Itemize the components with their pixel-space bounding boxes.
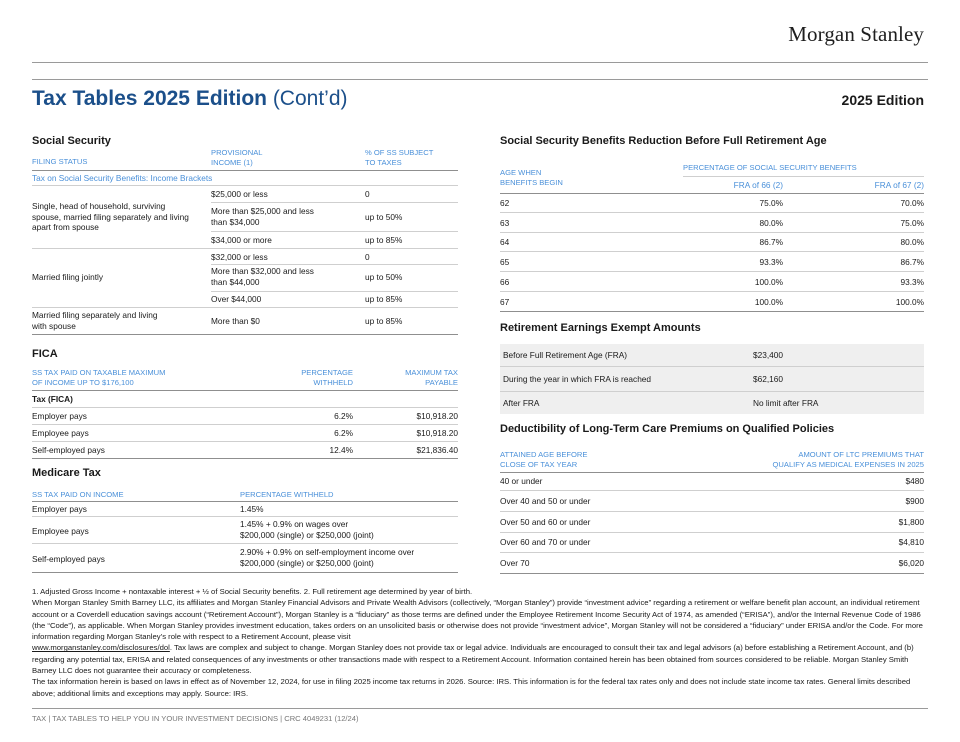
medicare-row-label: Employee pays [32, 526, 89, 536]
ssr-fra66: 100.0% [754, 277, 783, 287]
tax-info-paragraph: The tax information herein is based on laws in effect as of November 12, 2024, for use in filing 2025 income tax returns in 2026. Source: IRS. This information is for the federal tax rates only and does not include state income tax rates. General limits described above; additional limits and exceptions may apply. Source: IRS. [32, 677, 911, 698]
ltc-age: 40 or under [500, 476, 543, 486]
disclosure-link[interactable]: www.morganstanley.com/disclosures/dol [32, 643, 170, 653]
medicare-row-value: 1.45% [240, 504, 264, 514]
ss-income: $32,000 or less [211, 252, 268, 262]
ltc-age: Over 40 and 50 or under [500, 496, 591, 506]
divider [32, 708, 928, 709]
col-fra66: FRA of 66 (2) [733, 180, 783, 190]
fica-row-label: Employee pays [32, 428, 89, 438]
ltc-col1: ATTAINED AGE BEFORE CLOSE OF TAX YEAR [500, 450, 588, 469]
medicare-heading: Medicare Tax [32, 467, 101, 479]
page-title: Tax Tables 2025 Edition (Cont’d) [32, 87, 348, 110]
ss-pct: up to 50% [365, 272, 403, 282]
fica-row-pct: 12.4% [329, 445, 353, 455]
fica-subheading: Tax (FICA) [32, 394, 73, 404]
ss-pct: 0 [365, 252, 370, 262]
ss-income: $25,000 or less [211, 189, 268, 199]
ss-pct: up to 85% [365, 316, 403, 326]
ltc-amount: $6,020 [898, 558, 924, 568]
ss-pct: 0 [365, 189, 370, 199]
divider [32, 79, 928, 80]
exempt-value: $23,400 [753, 350, 783, 360]
ssr-age: 64 [500, 237, 510, 247]
col-provisional-income: PROVISIONAL INCOME (1) [211, 148, 263, 167]
ssr-fra66: 100.0% [754, 297, 783, 307]
ltc-amount: $4,810 [898, 537, 924, 547]
exempt-value: No limit after FRA [753, 398, 819, 408]
ss-pct: up to 85% [365, 294, 403, 304]
ssr-fra67: 93.3% [900, 277, 924, 287]
ltc-amount: $1,800 [898, 517, 924, 527]
ssr-age: 63 [500, 218, 510, 228]
footnotes [32, 586, 928, 699]
col-age-when: AGE WHEN BENEFITS BEGIN [500, 168, 563, 187]
disclosure-paragraph: When Morgan Stanley Smith Barney LLC, its affiliates and Morgan Stanley Financial Advisors and Private Wealth Advisors (collectively, “Morgan Stanley”) provide “investment advice” regarding a retirement or welfare benefit plan account, an individual retirement account or a Coverdell education savings account (“Retirement Account”), Morgan Stanley is a “fiduciary” as those terms are defined under the Employee Retirement Income Security Act of 1974, as amended (“ERISA”), and/or the Internal Revenue Code of 1986 (the “Code”), as applicable. When Morgan Stanley provides investment education, takes orders on an unsolicited basis or otherwise does not provide “investment advice”, Morgan Stanley will not be considered a “fiduciary” under ERISA and/or the Code. For more information regarding Morgan Stanley’s role with respect to a Retirement Account, please visit www.morganstanley.com/disclosures/dol. Tax laws are complex and subject to change. Morgan Stanley does not provide tax or legal advice. Individuals are encouraged to consult their tax and legal advisors (a) before establishing a Retirement Account, and (b) regarding any potential tax, ERISA and related consequences of any investments or other transactions made with respect to a Retirement Account. Information contained herein has been obtained from sources considered to be reliable. Morgan Stanley Smith Barney LLC does not guarantee their accuracy or completeness. [32, 598, 923, 676]
ssr-age: 65 [500, 257, 510, 267]
ss-income: More than $25,000 and less than $34,000 [211, 206, 314, 227]
exempt-label: During the year in which FRA is reached [503, 374, 652, 384]
fica-heading: FICA [32, 348, 58, 360]
ltc-amount: $900 [905, 496, 924, 506]
ltc-heading: Deductibility of Long-Term Care Premiums on Qualified Policies [500, 423, 835, 435]
ssr-age: 62 [500, 198, 510, 208]
col-pct-ss: % OF SS SUBJECT TO TAXES [365, 148, 434, 167]
ssr-age: 66 [500, 277, 510, 287]
ss-income: $34,000 or more [211, 235, 272, 245]
fica-col3: MAXIMUM TAX PAYABLE [405, 368, 458, 387]
fica-row-label: Employer pays [32, 411, 87, 421]
ss-status: Married filing separately and living with spouse [32, 310, 158, 331]
fica-row-pct: 6.2% [334, 428, 353, 438]
ssr-fra67: 80.0% [900, 237, 924, 247]
medicare-row-label: Self-employed pays [32, 554, 105, 564]
ssr-fra66: 86.7% [759, 237, 783, 247]
medicare-col1: SS TAX PAID ON INCOME [32, 490, 124, 499]
ssr-fra67: 75.0% [900, 218, 924, 228]
col-filing-status: FILING STATUS [32, 157, 88, 166]
medicare-row-value: 1.45% + 0.9% on wages over $200,000 (single) or $250,000 (joint) [240, 519, 374, 540]
fica-row-max: $10,918.20 [416, 428, 458, 438]
ssr-fra67: 86.7% [900, 257, 924, 267]
fica-row-label: Self-employed pays [32, 445, 105, 455]
fica-row-pct: 6.2% [334, 411, 353, 421]
divider [32, 62, 928, 63]
ltc-col2: AMOUNT OF LTC PREMIUMS THAT QUALIFY AS MEDICAL EXPENSES IN 2025 [772, 450, 924, 469]
page-footer: TAX | TAX TABLES TO HELP YOU IN YOUR INVESTMENT DECISIONS | CRC 4049231 (12/24) [32, 714, 359, 723]
exempt-value: $62,160 [753, 374, 783, 384]
ssr-fra67: 70.0% [900, 198, 924, 208]
ssr-fra66: 93.3% [759, 257, 783, 267]
fica-col2: PERCENTAGE WITHHELD [301, 368, 353, 387]
ss-income: Over $44,000 [211, 294, 262, 304]
ss-pct: up to 50% [365, 212, 403, 222]
ltc-age: Over 70 [500, 558, 530, 568]
fica-row-max: $21,836.40 [416, 445, 458, 455]
fica-row-max: $10,918.20 [416, 411, 458, 421]
edition-label: 2025 Edition [841, 92, 924, 108]
footnote-line1: 1. Adjusted Gross Income + nontaxable interest + ½ of Social Security benefits. 2. Full retirement age determined by year of birth. [32, 587, 473, 596]
ssr-age: 67 [500, 297, 510, 307]
ssr-fra67: 100.0% [895, 297, 924, 307]
social-security-heading: Social Security [32, 135, 111, 147]
exempt-label: Before Full Retirement Age (FRA) [503, 350, 628, 360]
ss-pct: up to 85% [365, 235, 403, 245]
exempt-label: After FRA [503, 398, 540, 408]
ssr-fra66: 80.0% [759, 218, 783, 228]
ss-subheading: Tax on Social Security Benefits: Income Brackets [32, 173, 213, 183]
medicare-col2: PERCENTAGE WITHHELD [240, 490, 334, 499]
ss-reduction-heading: Social Security Benefits Reduction Before Full Retirement Age [500, 135, 827, 147]
earnings-exempt-heading: Retirement Earnings Exempt Amounts [500, 322, 701, 334]
ss-income: More than $0 [211, 316, 260, 326]
medicare-row-label: Employer pays [32, 504, 87, 514]
ss-income: More than $32,000 and less than $44,000 [211, 266, 314, 287]
ltc-age: Over 50 and 60 or under [500, 517, 591, 527]
ltc-amount: $480 [905, 476, 924, 486]
fica-col1: SS TAX PAID ON TAXABLE MAXIMUM OF INCOME UP TO $176,100 [32, 368, 166, 387]
col-pct-ss-benefits: PERCENTAGE OF SOCIAL SECURITY BENEFITS [683, 163, 857, 172]
ltc-age: Over 60 and 70 or under [500, 537, 591, 547]
ss-status: Married filing jointly [32, 272, 104, 282]
ssr-fra66: 75.0% [759, 198, 783, 208]
brand-logo: Morgan Stanley [788, 22, 924, 46]
col-fra67: FRA of 67 (2) [874, 180, 924, 190]
medicare-row-value: 2.90% + 0.9% on self-employment income over $200,000 (single) or $250,000 (joint) [240, 547, 415, 568]
ss-status: Single, head of household, surviving spouse, married filing separately and living apart from spouse [32, 201, 189, 232]
